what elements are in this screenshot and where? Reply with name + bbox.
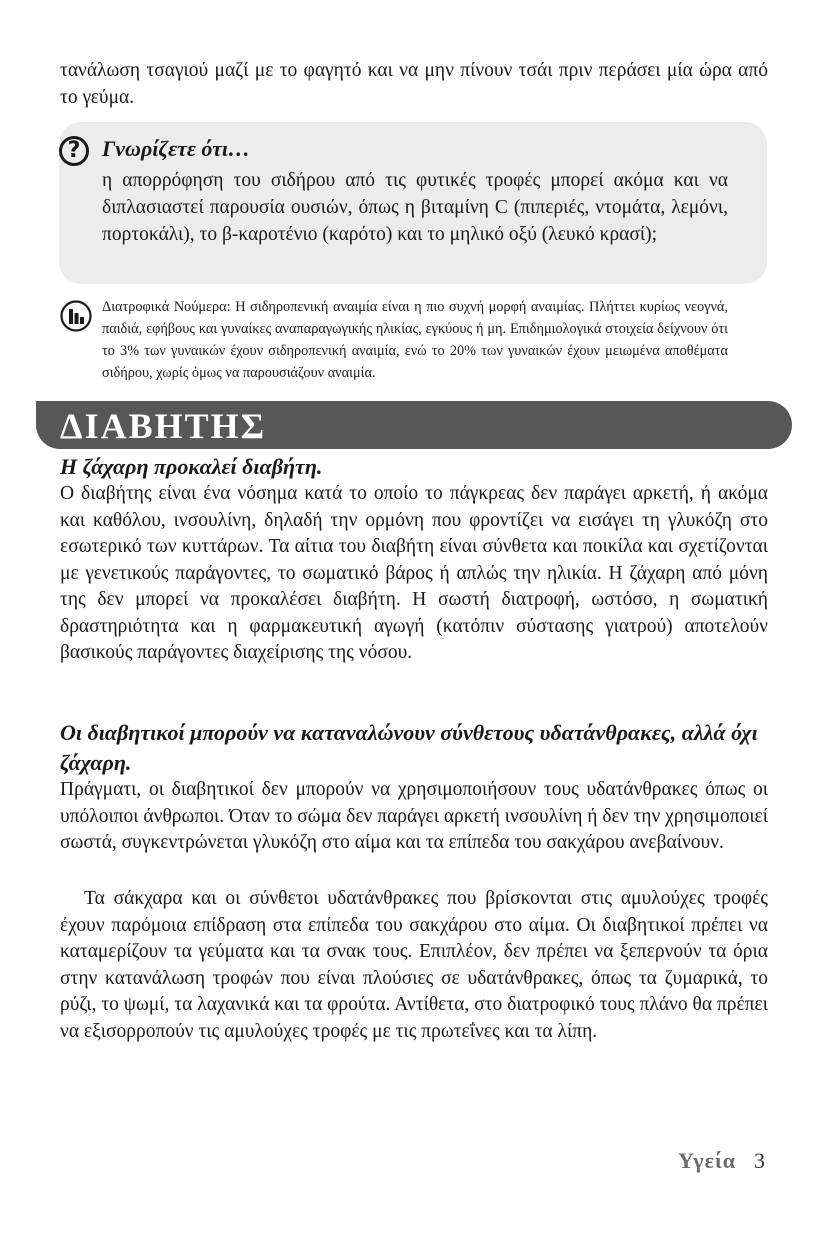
myth-text-2a: Πράγματι, οι διαβητικοί δεν μπορούν να χρησιμοποιήσουν τους υδατάνθρακες όπως οι υπόλοιποι άνθρωποι. Όταν το σώμα δεν παράγει αρκετή ινσουλίνη ή δεν την χρησιμοποιεί σωστά, συγκεντρώνεται γλυκόζη στο αίμα και τα επίπεδα του σακχάρου ανεβαίνουν. bbox=[60, 779, 768, 853]
nutrition-numbers-note: Διατροφικά Νούμερα: Η σιδηροπενική αναιμία είναι η πιο συχνή μορφή αναιμίας. Πλήττει κυρίως νεογνά, παιδιά, εφήβους και γυναίκες αναπαραγωγικής ηλικίας, εγκύους ή μη. Επιδημιολογικά στοιχεία δείχνουν ότι το 3% των γυναικών έχουν σιδηροπενική αναιμία, ενώ το 20% των γυναικών έχουν μειωμένα αποθέματα σιδήρου, χωρίς όμως να παρουσιάζουν αναιμία. bbox=[102, 299, 728, 381]
myth-heading-1: Η ζάχαρη προκαλεί διαβήτη. bbox=[60, 454, 323, 479]
page-number: 3 bbox=[754, 1148, 765, 1173]
section-title: ΔΙΑΒΗΤΗΣ bbox=[60, 406, 267, 446]
myth-text-1: Ο διαβήτης είναι ένα νόσημα κατά το οποίο το πάγκρεας δεν παράγει αρκετή, ή ακόμα και καθόλου, ινσουλίνη, δηλαδή την ορμόνη που φροντίζει να εισάγει τη γλυκόζη στο εσωτερικό των κυττάρων. Τα αίτια του διαβήτη είναι σύνθετα και ποικίλα και σχετίζονται με γενετικούς παράγοντες, το σωματικό βάρος ή απλώς την ηλικία. Η ζάχαρη από μόνη της δεν μπορεί να προκαλέσει διαβήτη. Η σωστή διατροφή, ωστόσο, η σωματική δραστηριότητα και η φαρμακευτική αγωγή (κατόπιν σύστασης γιατρού) αποτελούν βασικούς παράγοντες διαχείρισης της νόσου. bbox=[60, 483, 768, 663]
did-you-know-title: Γνωρίζετε ότι… bbox=[102, 136, 250, 161]
myth-text-2b: Τα σάκχαρα και οι σύνθετοι υδατάνθρακες που βρίσκονται στις αμυλούχες τροφές έχουν παρόμοια επίδραση στα επίπεδα του σακχάρου στο αίμα. Οι διαβητικοί πρέπει να καταμερίζουν τα γεύματα και τα σνακ τους. Επιπλέον, δεν πρέπει να ξεπερνούν τα όρια στην κατανάλωση τροφών που είναι πλούσιες σε υδατάνθρακες, όπως τα ζυμαρικά, το ρύζι, το ψωμί, τα λαχανικά και τα φρούτα. Αντίθετα, στο διατροφικό τους πλάνο θα πρέπει να εξισορροπούν τις αμυλούχες τροφές με τις πρωτεΐνες και τα λίπη. bbox=[60, 888, 768, 1042]
did-you-know-text: η απορρόφηση του σιδήρου από τις φυτικές τροφές μπορεί ακόμα και να διπλασιαστεί παρουσία ουσιών, όπως η βιταμίνη C (πιπεριές, ντομάτα, λεμόνι, πορτοκάλι), το β-καροτένιο (καρότο) και το μηλικό οξύ (λευκό κρασί); bbox=[102, 170, 728, 245]
intro-paragraph: τανάλωση τσαγιού μαζί με το φαγητό και να μην πίνουν τσάι πριν περάσει μία ώρα από το γεύμα. bbox=[60, 60, 768, 108]
myth-heading-2: Οι διαβητικοί μπορούν να καταναλώνουν σύνθετους υδατάνθρακες, αλλά όχι ζάχαρη. bbox=[60, 720, 758, 775]
bar-chart-icon bbox=[60, 300, 92, 332]
question-icon: ? bbox=[59, 136, 89, 166]
running-title: Υγεία bbox=[678, 1148, 737, 1173]
